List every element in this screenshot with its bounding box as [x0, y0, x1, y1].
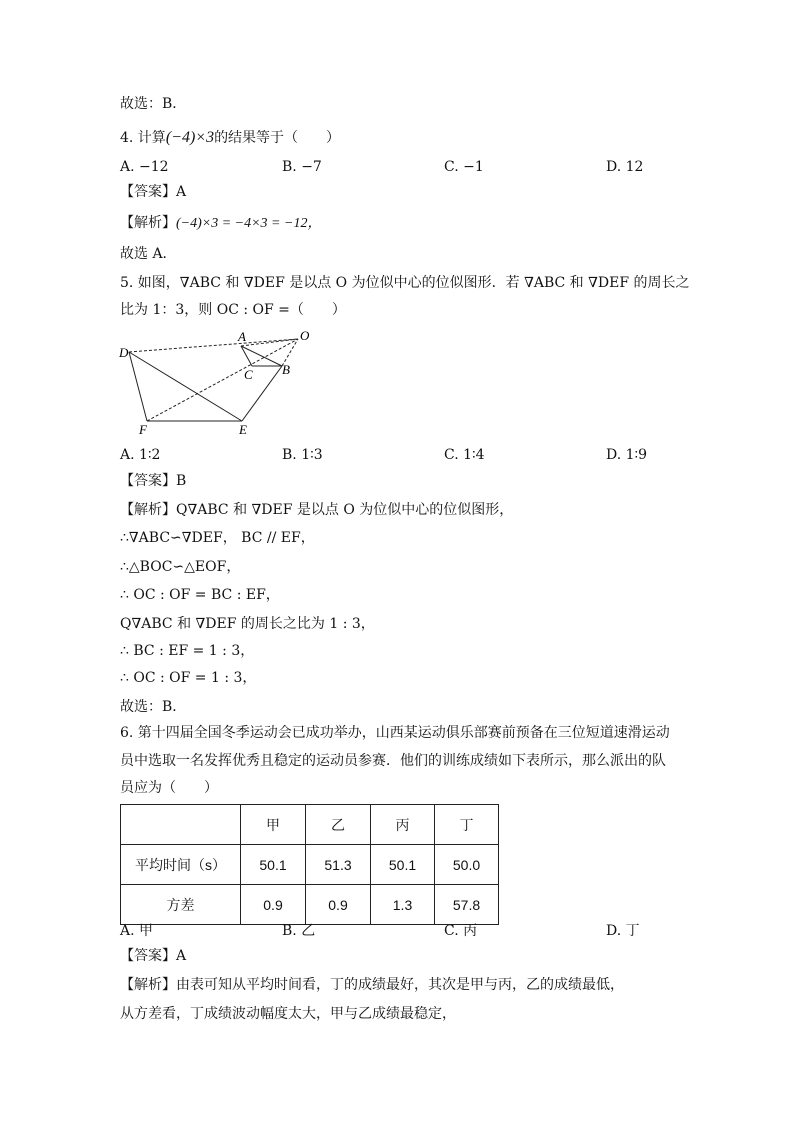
label-B: B [282, 362, 290, 377]
q5-analysis-3: ∴△BOC∽△EOF， [120, 559, 241, 575]
q6-stem-line-2: 员中选取一名发挥优秀且稳定的运动员参赛．他们的训练成绩如下表所示，那么派出的队 [120, 753, 666, 769]
table-cell: 0.9 [241, 885, 306, 925]
q5-analysis-2: ∴∇ABC∽∇DEF， BC // EF， [120, 530, 315, 546]
q6-option-c: C. 丙 [444, 923, 478, 939]
table-cell: 0.9 [306, 885, 371, 925]
label-F: F [139, 422, 147, 436]
table-header-cell: 甲 [241, 805, 306, 845]
q5-analysis-1: 【解析】Q∇ABC 和 ∇DEF 是以点 O 为位似中心的位似图形， [120, 502, 514, 518]
q4-answer: 【答案】A [120, 184, 187, 200]
label-D: D [119, 345, 129, 360]
q5-option-a: A. 1∶2 [120, 447, 161, 463]
q4-analysis-expr: (−4)×3 = −4×3 = −12， [176, 216, 322, 231]
q4-option-a: A. −12 [120, 159, 169, 175]
segment-DE [129, 352, 242, 421]
q6-option-d: D. 丁 [606, 923, 640, 939]
table-header-cell [121, 805, 241, 845]
label-A: A [238, 329, 246, 344]
q4-expr: (−4)×3 [165, 129, 215, 146]
table-cell: 平均时间（s） [121, 845, 241, 885]
q6-stem-line-3: 员应为（ ） [120, 780, 218, 796]
label-C: C [244, 367, 253, 382]
label-O: O [300, 328, 310, 343]
table-cell: 57.8 [435, 885, 499, 925]
q4-stem-prefix: 4. 计算 [120, 130, 166, 146]
q5-option-b: B. 1∶3 [282, 447, 323, 463]
q4-option-d: D. 12 [606, 159, 644, 175]
q5-option-d: D. 1∶9 [606, 447, 648, 463]
q6-option-a: A. 甲 [120, 923, 154, 939]
q4-analysis-label: 【解析】 [120, 215, 176, 231]
q5-analysis-7: ∴ OC : OF = 1 : 3， [120, 670, 257, 686]
q5-conclusion: 故选：B． [120, 699, 187, 715]
table-cell: 50.1 [371, 845, 435, 885]
q4-analysis [120, 213, 321, 234]
q5-figure [115, 326, 315, 436]
table-row [121, 845, 499, 885]
dashed-DO [129, 339, 298, 352]
table-header-cell: 丙 [371, 805, 435, 845]
table-cell: 50.1 [241, 845, 306, 885]
q6-analysis-2: 从方差看，丁成绩波动幅度太大，甲与乙成绩最稳定， [120, 1006, 456, 1022]
q5-analysis-6: ∴ BC : EF = 1 : 3， [120, 643, 255, 659]
q4-stem-suffix: 的结果等于（ ） [214, 130, 341, 146]
q5-stem-line-2: 比为 1：3，则 OC : OF =（ ） [120, 302, 346, 318]
q4-option-c: C. −1 [444, 159, 484, 175]
table-header-cell: 乙 [306, 805, 371, 845]
table-cell: 51.3 [306, 845, 371, 885]
q6-answer: 【答案】A [120, 948, 187, 964]
label-E: E [239, 422, 247, 436]
q6-score-table [120, 804, 499, 925]
q6-option-b: B. 乙 [282, 923, 316, 939]
q5-answer: 【答案】B [120, 473, 187, 489]
table-cell: 方差 [121, 885, 241, 925]
q5-option-c: C. 1∶4 [444, 447, 485, 463]
segment-AB [241, 346, 282, 366]
segment-DF [129, 352, 147, 421]
q5-analysis-5: Q∇ABC 和 ∇DEF 的周长之比为 1 : 3， [120, 616, 375, 632]
table-row [121, 885, 499, 925]
q6-analysis-1: 【解析】由表可知从平均时间看，丁的成绩最好，其次是甲与丙，乙的成绩最低， [120, 977, 624, 993]
table-header-cell: 丁 [435, 805, 499, 845]
table-cell: 1.3 [371, 885, 435, 925]
table-header-row [121, 805, 499, 845]
q4-stem [120, 128, 340, 148]
q6-stem-line-1: 6. 第十四届全国冬季运动会已成功举办，山西某运动俱乐部赛前预备在三位短道速滑运动 [120, 725, 670, 741]
table-cell: 50.0 [435, 845, 499, 885]
q3-conclusion: 故选：B． [120, 96, 187, 112]
q5-analysis-4: ∴ OC : OF = BC : EF， [120, 587, 280, 603]
q4-conclusion: 故选 A． [120, 246, 177, 262]
q4-option-b: B. −7 [282, 159, 322, 175]
q5-stem-line-1: 5. 如图，∇ABC 和 ∇DEF 是以点 O 为位似中心的位似图形．若 ∇ABC 和 ∇DEF 的周长之 [120, 275, 690, 291]
